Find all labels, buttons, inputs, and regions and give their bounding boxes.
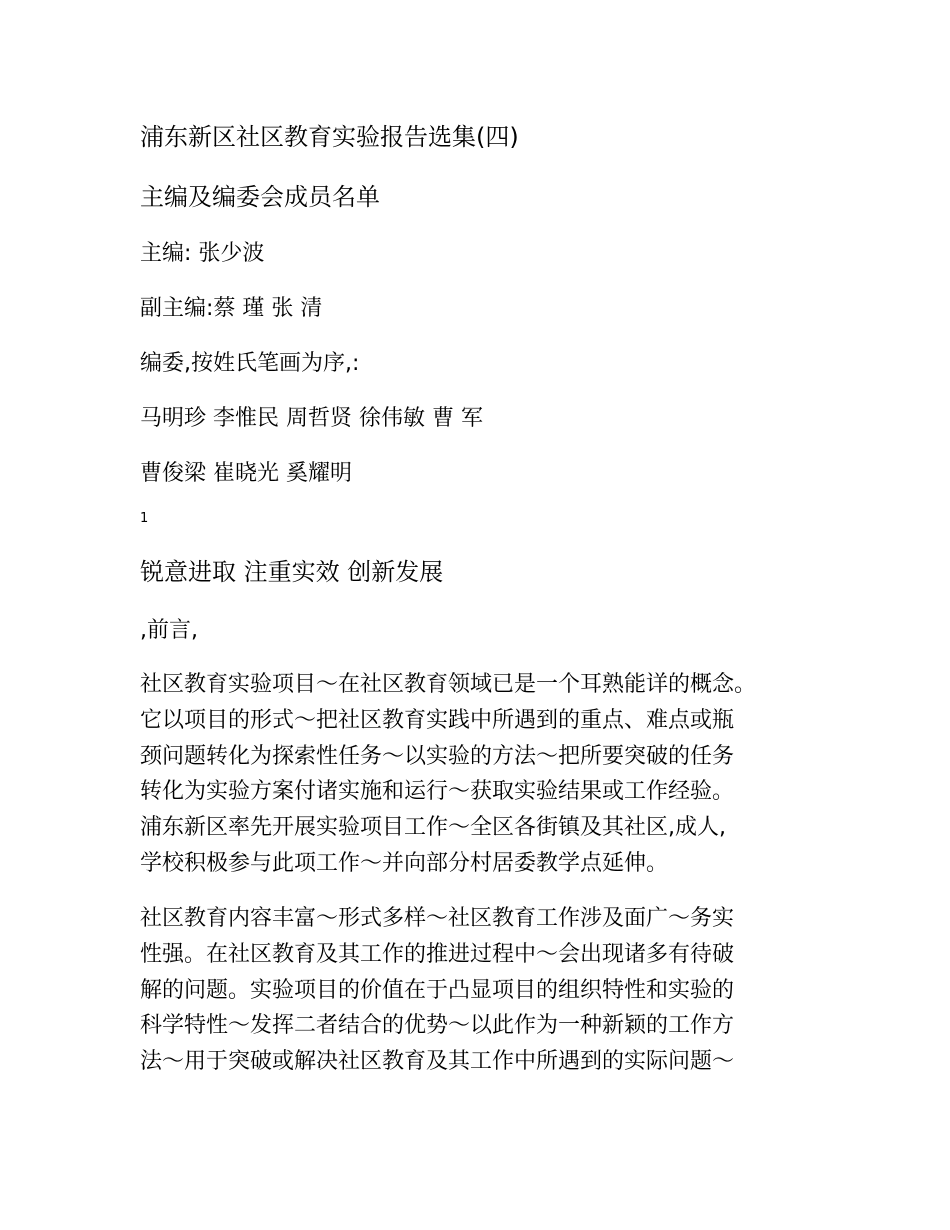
paragraph-line: 转化为实验方案付诸实施和运行～获取实验结果或工作经验。 <box>140 779 735 805</box>
preface-label: ,前言, <box>140 618 198 643</box>
paragraph-line: 解的问题。实验项目的价值在于凸显项目的组织特性和实验的 <box>140 977 735 1003</box>
paragraph-line: 科学特性～发挥二者结合的优势～以此作为一种新颖的工作方 <box>140 1013 735 1039</box>
committee-row-2: 曹俊梁 崔晓光 奚耀明 <box>140 461 352 486</box>
paragraph-1 <box>140 667 830 882</box>
page-number: 1 <box>140 511 149 526</box>
paragraph-line: 法～用于突破或解决社区教育及其工作中所遇到的实际问题～ <box>140 1049 735 1075</box>
paragraph-line: 它以项目的形式～把社区教育实践中所遇到的重点、难点或瓶 <box>140 707 735 733</box>
chief-editor: 主编: 张少波 <box>140 241 265 266</box>
paragraph-line: 性强。在社区教育及其工作的推进过程中～会出现诸多有待破 <box>140 941 735 967</box>
paragraph-line: 浦东新区率先开展实验项目工作～全区各街镇及其社区,成人, <box>140 815 726 841</box>
section-title: 锐意进取 注重实效 创新发展 <box>140 558 444 586</box>
paragraph-line: 学校积极参与此项工作～并向部分村居委教学点延伸。 <box>140 850 669 876</box>
document-title: 浦东新区社区教育实验报告选集(四) <box>140 123 519 151</box>
committee-label: 编委,按姓氏笔画为序,: <box>140 351 360 376</box>
paragraph-line: 颈问题转化为探索性任务～以实验的方法～把所要突破的任务 <box>140 743 735 769</box>
committee-row-1: 马明珍 李惟民 周哲贤 徐伟敏 曹 军 <box>140 406 483 431</box>
paragraph-line: 社区教育内容丰富～形式多样～社区教育工作涉及面广～务实 <box>140 906 735 931</box>
paragraph-2 <box>140 901 830 1080</box>
deputy-editors: 副主编:蔡 瑾 张 清 <box>140 296 323 321</box>
editorial-heading: 主编及编委会成员名单 <box>140 183 380 211</box>
paragraph-line: 社区教育实验项目～在社区教育领域已是一个耳熟能详的概念。 <box>140 672 757 697</box>
